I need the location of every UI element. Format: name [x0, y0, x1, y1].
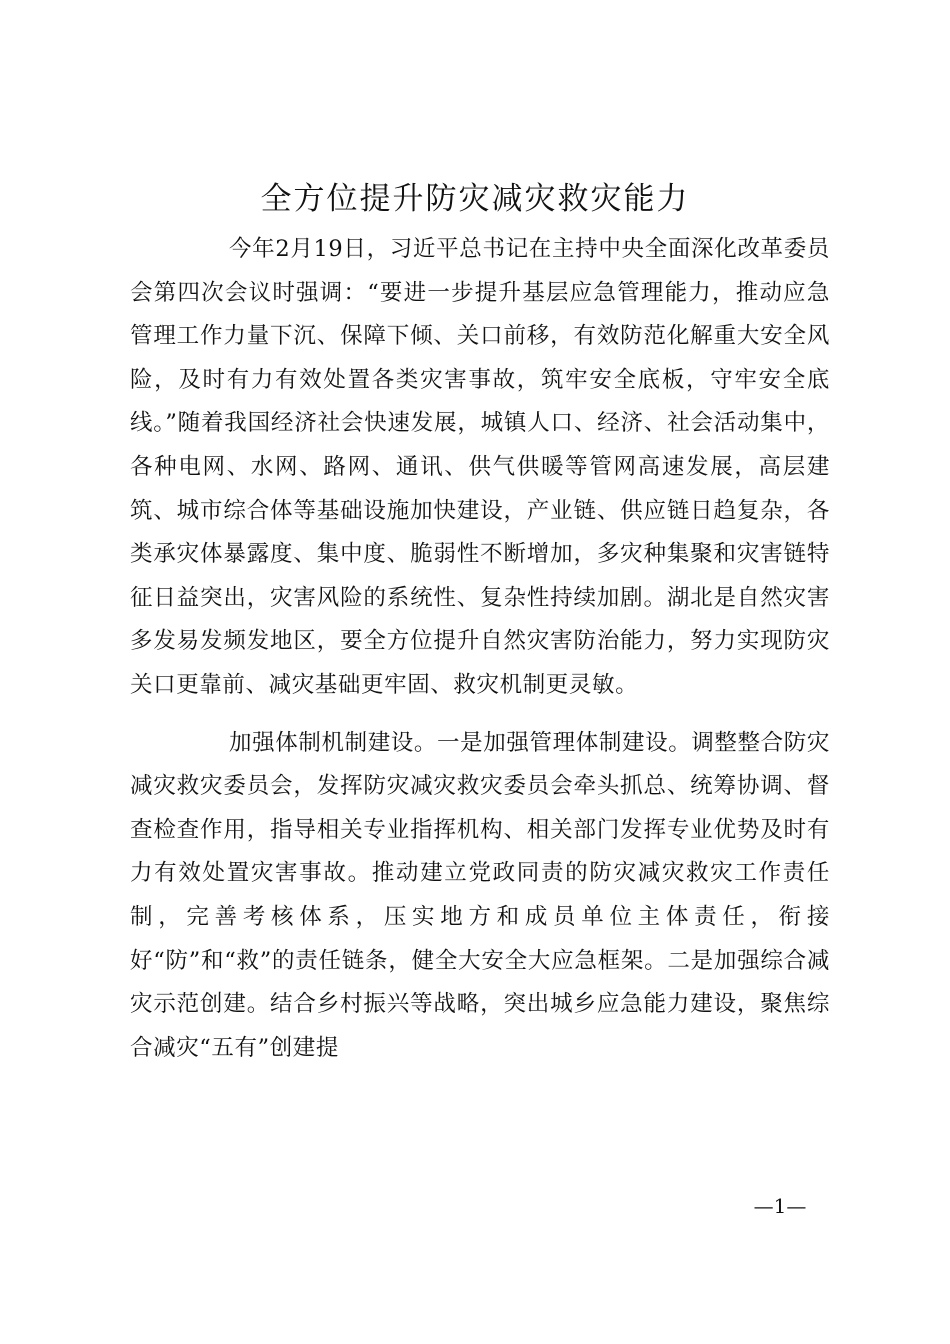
document-title: 全方位提升防灾减灾救灾能力 — [260, 181, 690, 217]
paragraph-institution-building: 加强体制机制建设。一是加强管理体制建设。调整整合防灾减灾救灾委员会，发挥防灾减灾救灾委员会牵头抓总、统筹协调、督查检查作用，指导相关专业指挥机构、相关部门发挥专业优势及时有力有效处置灾害事故。推动建立党政同责的防灾减灾救灾工作责任制，完善考核体系，压实地方和成员单位主体责任，衔接好“防”和“救”的责任链条，健全大安全大应急框架。二是加强综合减灾示范创建。结合乡村振兴等战略，突出城乡应急能力建设，聚焦综合减灾“五有”创建提 — [130, 729, 830, 1061]
paragraph-intro: 今年2月19日，习近平总书记在主持中央全面深化改革委员会第四次会议时强调：“要进一步提升基层应急管理能力，推动应急管理工作力量下沉、保障下倾、关口前移，有效防范化解重大安全风险，及时有力有效处置各类灾害事故，筑牢安全底板，守牢安全底线。”随着我国经济社会快速发展，城镇人口、经济、社会活动集中，各种电网、水网、路网、通讯、供气供暖等管网高速发展，高层建筑、城市综合体等基础设施加快建设，产业链、供应链日趋复杂，各类承灾体暴露度、集中度、脆弱性不断增加，多灾种集聚和灾害链特征日益突出，灾害风险的系统性、复杂性持续加剧。湖北是自然灾害多发易发频发地区，要全方位提升自然灾害防治能力，努力实现防灾关口更靠前、减灾基础更牢固、救灾机制更灵敏。 — [130, 236, 830, 698]
page-number: —1— — [753, 1194, 807, 1218]
document-body — [130, 228, 830, 1070]
